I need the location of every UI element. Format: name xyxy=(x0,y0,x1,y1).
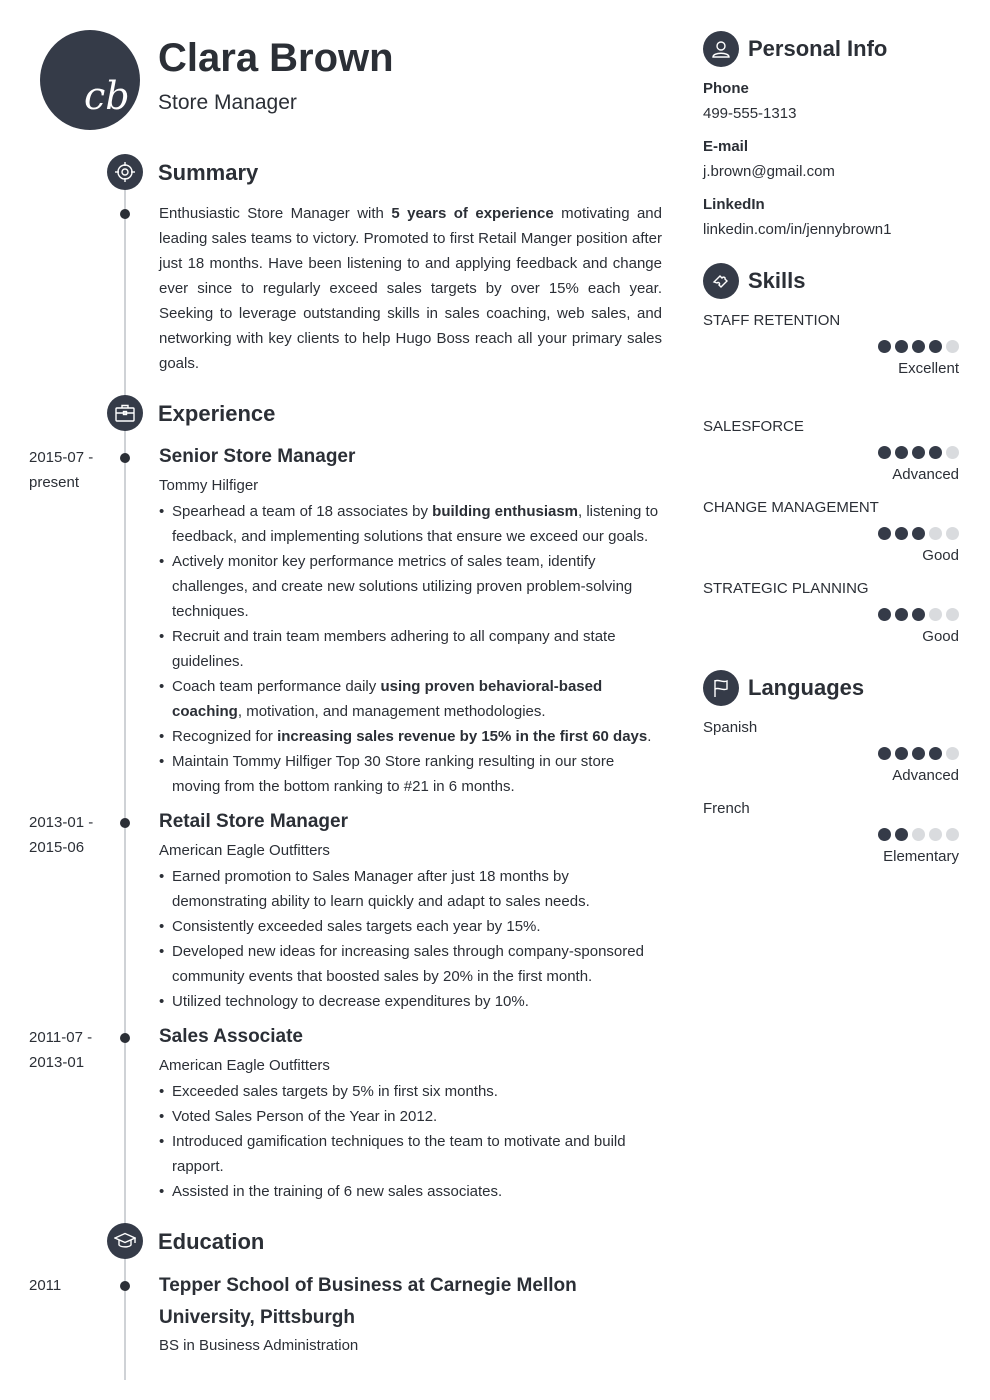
job-company: American Eagle Outfitters xyxy=(159,1057,330,1074)
skill-level: Good xyxy=(922,547,959,564)
skill-level: Advanced xyxy=(892,466,959,483)
rating-dot xyxy=(878,747,891,760)
rating-dot xyxy=(895,446,908,459)
rating-dot xyxy=(912,527,925,540)
bullet-item xyxy=(159,864,662,914)
timeline-dot xyxy=(120,818,130,828)
bullet-item xyxy=(159,1104,662,1129)
bullet-text: Actively monitor key performance metrics of sales team, identify challenges, and create new solutions utilizing proven problem-solving techniques. xyxy=(172,553,633,620)
language-level: Advanced xyxy=(892,767,959,784)
bullet-item xyxy=(159,989,662,1014)
candidate-title: Store Manager xyxy=(158,91,297,114)
education-date: 2011 xyxy=(29,1277,62,1294)
bullet-text: Exceeded sales targets by 5% in first six months. xyxy=(172,1083,498,1100)
avatar-initials: cb xyxy=(84,74,130,118)
skill-rating xyxy=(878,527,959,540)
rating-dot xyxy=(912,608,925,621)
languages-heading: Languages xyxy=(748,675,865,700)
job-role: Sales Associate xyxy=(159,1026,303,1047)
summary-text xyxy=(159,201,662,376)
job-date: 2015-07 - present xyxy=(29,449,94,491)
rating-dot xyxy=(878,527,891,540)
candidate-name: Clara Brown xyxy=(158,36,394,80)
timeline-line xyxy=(124,170,126,1380)
rating-dot xyxy=(946,446,959,459)
language-name: Spanish xyxy=(703,719,758,736)
rating-dot xyxy=(895,340,908,353)
education-degree: BS in Business Administration xyxy=(159,1337,359,1354)
personal-info-heading: Personal Info xyxy=(748,36,888,61)
rating-dot xyxy=(929,747,942,760)
language-level: Elementary xyxy=(883,848,959,865)
skill-level: Excellent xyxy=(898,360,959,377)
bullet-item xyxy=(159,624,662,674)
skill-name: STAFF RETENTION xyxy=(703,312,841,329)
graduation-cap-icon xyxy=(107,1223,143,1259)
rating-dot xyxy=(929,828,942,841)
email-label: E-mail xyxy=(703,138,749,155)
skill-rating xyxy=(878,446,959,459)
rating-dot xyxy=(878,828,891,841)
summary-text-end: motivating and leading sales teams to victory. Promoted to first Retail Manger position after just 18 months. Have been listening to and applying feedback and change ever since to regularly exceed sales targets by over 15% each year. Seeking to leverage outstanding skills in sales coaching, web sales, and networking with key clients to help Hugo Boss reach all your primary sales goals. xyxy=(159,205,662,372)
rating-dot xyxy=(912,747,925,760)
summary-text-start: Enthusiastic Store Manager with xyxy=(159,205,392,222)
rating-dot xyxy=(946,747,959,760)
bullet-text: , motivation, and management methodologies. xyxy=(237,703,546,720)
rating-dot xyxy=(946,340,959,353)
rating-dot xyxy=(929,340,942,353)
avatar xyxy=(40,30,140,130)
rating-dot xyxy=(912,340,925,353)
education-school: Tepper School of Business at Carnegie Mellon University, Pittsburgh xyxy=(159,1275,577,1328)
timeline-dot xyxy=(120,1281,130,1291)
bullet-item xyxy=(159,1079,662,1104)
bullet-item xyxy=(159,549,662,624)
bullet-text-bold: using proven behavioral-based coaching xyxy=(172,678,603,720)
rating-dot xyxy=(895,747,908,760)
job-company: American Eagle Outfitters xyxy=(159,842,330,859)
rating-dot xyxy=(895,608,908,621)
bullet-item xyxy=(159,1179,662,1204)
rating-dot xyxy=(878,340,891,353)
summary-heading: Summary xyxy=(158,160,259,185)
bullet-item xyxy=(159,499,662,549)
user-icon xyxy=(703,31,739,67)
bullet-item xyxy=(159,724,662,749)
bullet-text-bold: building enthusiasm xyxy=(432,503,579,520)
bullet-item xyxy=(159,1129,662,1179)
rating-dot xyxy=(895,527,908,540)
experience-heading: Experience xyxy=(158,401,276,426)
target-icon xyxy=(107,154,143,190)
skill-name: STRATEGIC PLANNING xyxy=(703,580,869,597)
bullet-text: Spearhead a team of 18 associates by xyxy=(172,503,433,520)
puzzle-icon xyxy=(703,263,739,299)
rating-dot xyxy=(912,446,925,459)
skill-rating xyxy=(878,608,959,621)
bullet-text: Recognized for xyxy=(172,728,278,745)
job-bullets xyxy=(159,1079,662,1204)
rating-dot xyxy=(912,828,925,841)
rating-dot xyxy=(946,828,959,841)
skills-heading: Skills xyxy=(748,268,806,293)
bullet-text: Introduced gamification techniques to the team to motivate and build rapport. xyxy=(172,1133,626,1175)
linkedin-value: linkedin.com/in/jennybrown1 xyxy=(703,221,892,238)
summary-text-bold: 5 years of experience xyxy=(391,205,554,222)
rating-dot xyxy=(878,608,891,621)
rating-dot xyxy=(878,446,891,459)
timeline-dot xyxy=(120,1033,130,1043)
timeline-dot xyxy=(120,453,130,463)
bullet-text: Consistently exceeded sales targets each year by 15%. xyxy=(172,918,541,935)
rating-dot xyxy=(929,608,942,621)
skill-level: Good xyxy=(922,628,959,645)
bullet-item xyxy=(159,914,662,939)
language-rating xyxy=(878,828,959,841)
phone-label: Phone xyxy=(703,80,749,97)
job-bullets xyxy=(159,864,662,1014)
education-heading: Education xyxy=(158,1229,265,1254)
flag-icon xyxy=(703,670,739,706)
language-name: French xyxy=(703,800,750,817)
rating-dot xyxy=(895,828,908,841)
bullet-text: Voted Sales Person of the Year in 2012. xyxy=(172,1108,438,1125)
skill-rating xyxy=(878,340,959,353)
skill-name: CHANGE MANAGEMENT xyxy=(703,499,879,516)
bullet-text: Assisted in the training of 6 new sales associates. xyxy=(172,1183,503,1200)
job-bullets xyxy=(159,499,662,799)
job-date: 2011-07 - 2013-01 xyxy=(29,1029,93,1071)
rating-dot xyxy=(946,527,959,540)
bullet-text: Earned promotion to Sales Manager after just 18 months by demonstrating ability to learn quickly and adapt to sales needs. xyxy=(172,868,590,910)
rating-dot xyxy=(946,608,959,621)
job-company: Tommy Hilfiger xyxy=(159,477,259,494)
bullet-item xyxy=(159,674,662,724)
email-value: j.brown@gmail.com xyxy=(703,163,835,180)
language-rating xyxy=(878,747,959,760)
timeline-dot xyxy=(120,209,130,219)
bullet-text: , listening to feedback, and implementing solutions that ensure we exceed our goals. xyxy=(172,503,659,545)
bullet-text: Developed new ideas for increasing sales through company-sponsored community events that boosted sales by 20% in the first month. xyxy=(172,943,644,985)
job-role: Senior Store Manager xyxy=(159,446,356,467)
job-role: Retail Store Manager xyxy=(159,811,348,832)
job-date: 2013-01 - 2015-06 xyxy=(29,814,94,856)
bullet-text: Recruit and train team members adhering to all company and state guidelines. xyxy=(172,628,616,670)
briefcase-icon xyxy=(107,395,143,431)
bullet-text: Utilized technology to decrease expenditures by 10%. xyxy=(172,993,529,1010)
phone-value: 499-555-1313 xyxy=(703,105,797,122)
bullet-item xyxy=(159,749,662,799)
rating-dot xyxy=(929,446,942,459)
bullet-item xyxy=(159,939,662,989)
bullet-text: Maintain Tommy Hilfiger Top 30 Store ranking resulting in our store moving from the bottom ranking to #21 in 6 months. xyxy=(172,753,615,795)
bullet-text-bold: increasing sales revenue by 15% in the first 60 days xyxy=(277,728,648,745)
rating-dot xyxy=(929,527,942,540)
bullet-text: Coach team performance daily xyxy=(172,678,381,695)
skill-name: SALESFORCE xyxy=(703,418,804,435)
linkedin-label: LinkedIn xyxy=(703,196,765,213)
bullet-text: . xyxy=(647,728,652,745)
